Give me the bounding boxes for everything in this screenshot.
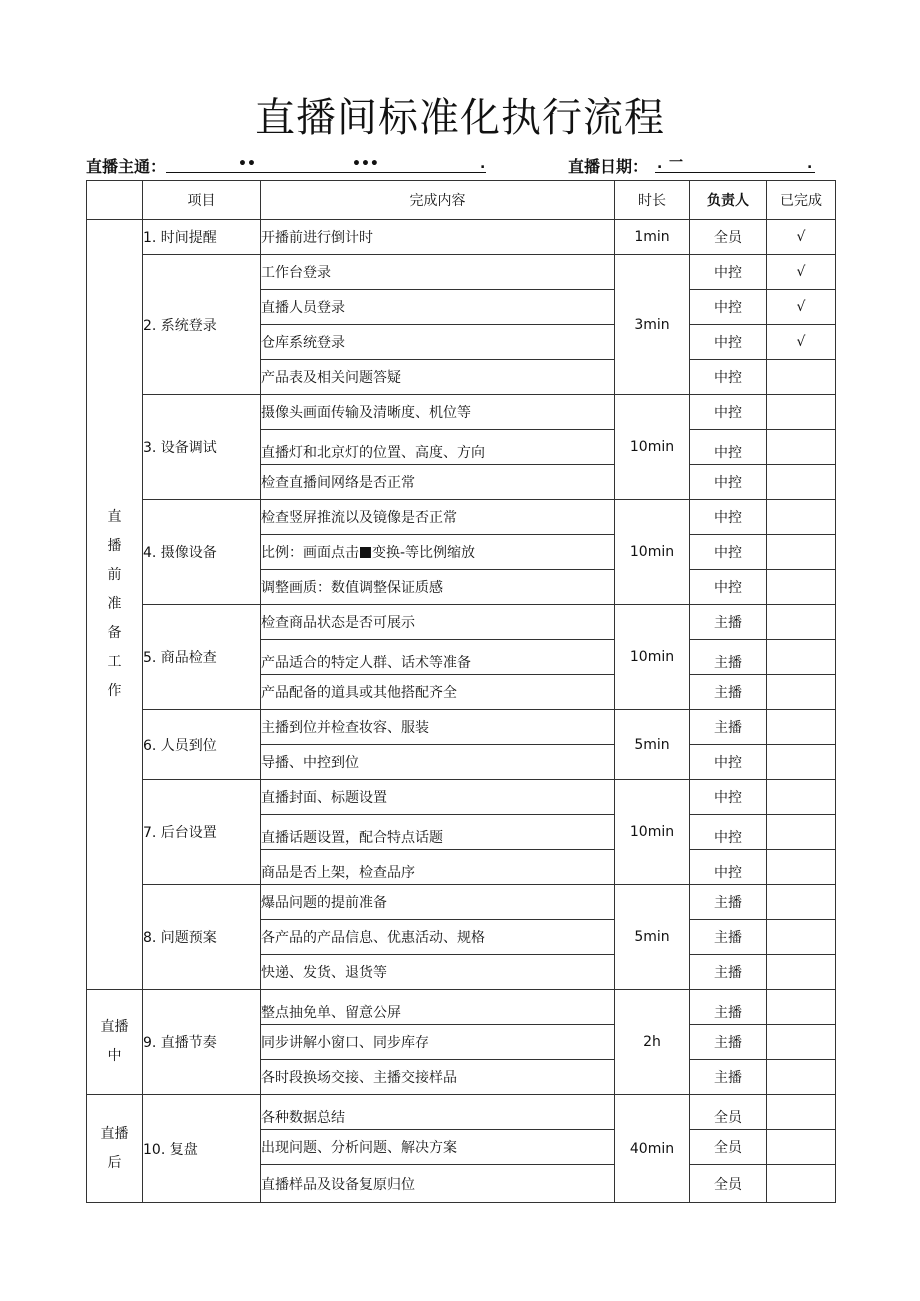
owner-cell: 主播: [690, 675, 767, 710]
owner-cell: 中控: [690, 850, 767, 885]
item-product-check: 5. 商品检查: [143, 605, 261, 710]
host-label: 直播主通：: [86, 157, 167, 176]
owner-cell: 全员: [690, 220, 767, 255]
done-checkbox[interactable]: √: [767, 290, 836, 325]
content-text-b: 变换-等比例缩放: [372, 545, 476, 561]
content-cell: 快递、发货、退货等: [261, 955, 615, 990]
owner-cell: 中控: [690, 465, 767, 500]
done-checkbox[interactable]: [767, 675, 836, 710]
item-contingency: 8. 问题预案: [143, 885, 261, 990]
header-content: 完成内容: [261, 181, 615, 220]
table-row: [87, 500, 836, 535]
duration-cell: 1min: [615, 220, 690, 255]
host-mark-2: •••: [352, 156, 379, 172]
content-cell: 摄像头画面传输及清晰度、机位等: [261, 395, 615, 430]
content-cell: 直播样品及设备复原归位: [261, 1165, 615, 1203]
date-mark-2: 一: [669, 155, 683, 171]
duration-cell: 5min: [615, 710, 690, 780]
owner-cell: 主播: [690, 990, 767, 1025]
owner-cell: 中控: [690, 360, 767, 395]
black-square-icon: [360, 547, 371, 558]
done-checkbox[interactable]: [767, 1095, 836, 1130]
done-checkbox[interactable]: [767, 745, 836, 780]
host-field: [86, 154, 166, 177]
date-blank[interactable]: [655, 154, 815, 173]
date-mark-3: .: [807, 156, 813, 172]
content-cell: 开播前进行倒计时: [261, 220, 615, 255]
owner-cell: 中控: [690, 570, 767, 605]
owner-cell: 主播: [690, 885, 767, 920]
content-cell: 各产品的产品信息、优惠活动、规格: [261, 920, 615, 955]
duration-cell: 10min: [615, 605, 690, 710]
header-item: 项目: [143, 181, 261, 220]
content-cell: 检查商品状态是否可展示: [261, 605, 615, 640]
content-cell: 直播封面、标题设置: [261, 780, 615, 815]
done-checkbox[interactable]: [767, 955, 836, 990]
done-checkbox[interactable]: [767, 920, 836, 955]
done-checkbox[interactable]: [767, 640, 836, 675]
table-row: [87, 395, 836, 430]
content-text-a: 比例：画面点击: [261, 545, 359, 561]
content-cell: 检查竖屏推流以及镜像是否正常: [261, 500, 615, 535]
item-backend-setup: 7. 后台设置: [143, 780, 261, 885]
date-mark-1: .: [657, 156, 663, 172]
duration-cell: 10min: [615, 780, 690, 885]
content-cell: 直播灯和北京灯的位置、高度、方向: [261, 430, 615, 465]
done-checkbox[interactable]: [767, 850, 836, 885]
host-mark-3: .: [480, 156, 486, 172]
stage-pre-cell: [87, 220, 143, 990]
item-live-rhythm: 9. 直播节奏: [143, 990, 261, 1095]
done-checkbox[interactable]: [767, 1025, 836, 1060]
header-done: 已完成: [767, 181, 836, 220]
owner-cell: 中控: [690, 500, 767, 535]
content-cell: 各种数据总结: [261, 1095, 615, 1130]
owner-cell: 中控: [690, 290, 767, 325]
item-system-login: 2. 系统登录: [143, 255, 261, 395]
content-cell: 检查直播间网络是否正常: [261, 465, 615, 500]
owner-cell: 中控: [690, 780, 767, 815]
table-row: [87, 220, 836, 255]
stage-during-label: 直播中: [100, 1019, 129, 1064]
content-cell: [261, 535, 615, 570]
item-review: 10. 复盘: [143, 1095, 261, 1203]
duration-cell: 10min: [615, 395, 690, 500]
duration-cell: 3min: [615, 255, 690, 395]
item-camera: 4. 摄像设备: [143, 500, 261, 605]
done-checkbox[interactable]: [767, 1165, 836, 1203]
date-field: [568, 154, 648, 177]
owner-cell: 全员: [690, 1095, 767, 1130]
owner-cell: 中控: [690, 255, 767, 290]
stage-during-cell: [87, 990, 143, 1095]
done-checkbox[interactable]: [767, 605, 836, 640]
duration-cell: 40min: [615, 1095, 690, 1203]
stage-after-label: 直播后: [100, 1125, 129, 1171]
content-cell: 直播话题设置，配合特点话题: [261, 815, 615, 850]
content-cell: 仓库系统登录: [261, 325, 615, 360]
owner-cell: 主播: [690, 1025, 767, 1060]
done-checkbox[interactable]: [767, 360, 836, 395]
content-cell: 产品配备的道具或其他搭配齐全: [261, 675, 615, 710]
header-stage: [87, 181, 143, 220]
host-mark-1: ••: [238, 156, 256, 172]
content-cell: 工作台登录: [261, 255, 615, 290]
done-checkbox[interactable]: [767, 395, 836, 430]
duration-cell: 10min: [615, 500, 690, 605]
content-cell: 爆品问题的提前准备: [261, 885, 615, 920]
owner-cell: 中控: [690, 430, 767, 465]
table-row: [87, 605, 836, 640]
content-cell: 主播到位并检查妆容、服装: [261, 710, 615, 745]
owner-cell: 全员: [690, 1130, 767, 1165]
done-checkbox[interactable]: [767, 430, 836, 465]
owner-cell: 中控: [690, 325, 767, 360]
content-cell: 产品表及相关问题答疑: [261, 360, 615, 395]
content-cell: 直播人员登录: [261, 290, 615, 325]
done-checkbox[interactable]: [767, 465, 836, 500]
header-duration: 时长: [615, 181, 690, 220]
item-device-debug: 3. 设备调试: [143, 395, 261, 500]
done-checkbox[interactable]: [767, 780, 836, 815]
header-row: [87, 181, 836, 220]
duration-cell: 5min: [615, 885, 690, 990]
flow-table: [86, 180, 836, 1203]
date-label: 直播日期：: [568, 157, 649, 176]
table-row: [87, 885, 836, 920]
owner-cell: 主播: [690, 955, 767, 990]
done-checkbox[interactable]: [767, 710, 836, 745]
content-cell: 各时段换场交接、主播交接样品: [261, 1060, 615, 1095]
content-cell: 调整画质：数值调整保证质感: [261, 570, 615, 605]
table-row: [87, 990, 836, 1025]
done-checkbox[interactable]: √: [767, 255, 836, 290]
done-checkbox[interactable]: [767, 885, 836, 920]
done-checkbox[interactable]: [767, 570, 836, 605]
owner-cell: 主播: [690, 640, 767, 675]
content-cell: 商品是否上架，检查品序: [261, 850, 615, 885]
content-cell: 整点抽免单、留意公屏: [261, 990, 615, 1025]
content-cell: 同步讲解小窗口、同步库存: [261, 1025, 615, 1060]
table-row: [87, 255, 836, 290]
done-checkbox[interactable]: [767, 535, 836, 570]
owner-cell: 主播: [690, 710, 767, 745]
table-row: [87, 710, 836, 745]
owner-cell: 中控: [690, 745, 767, 780]
item-staff-ready: 6. 人员到位: [143, 710, 261, 780]
owner-cell: 中控: [690, 395, 767, 430]
owner-cell: 中控: [690, 535, 767, 570]
host-blank[interactable]: [166, 154, 486, 173]
owner-cell: 主播: [690, 1060, 767, 1095]
done-checkbox[interactable]: [767, 815, 836, 850]
duration-cell: 2h: [615, 990, 690, 1095]
page-title: 直播间标准化执行流程: [255, 95, 665, 141]
stage-after-cell: [87, 1095, 143, 1203]
header-owner: 负责人: [690, 181, 767, 220]
stage-pre-label: 直播前准备工作: [107, 509, 122, 699]
content-cell: 导播、中控到位: [261, 745, 615, 780]
done-checkbox[interactable]: [767, 990, 836, 1025]
content-cell: 出现问题、分析问题、解决方案: [261, 1130, 615, 1165]
done-checkbox[interactable]: [767, 500, 836, 535]
owner-cell: 全员: [690, 1165, 767, 1203]
content-cell: 产品适合的特定人群、话术等准备: [261, 640, 615, 675]
done-checkbox[interactable]: [767, 1060, 836, 1095]
owner-cell: 主播: [690, 920, 767, 955]
table-row: [87, 1095, 836, 1130]
owner-cell: 主播: [690, 605, 767, 640]
table-row: [87, 780, 836, 815]
done-checkbox[interactable]: √: [767, 325, 836, 360]
done-checkbox[interactable]: √: [767, 220, 836, 255]
owner-cell: 中控: [690, 815, 767, 850]
done-checkbox[interactable]: [767, 1130, 836, 1165]
item-time-reminder: 1. 时间提醒: [143, 220, 261, 255]
